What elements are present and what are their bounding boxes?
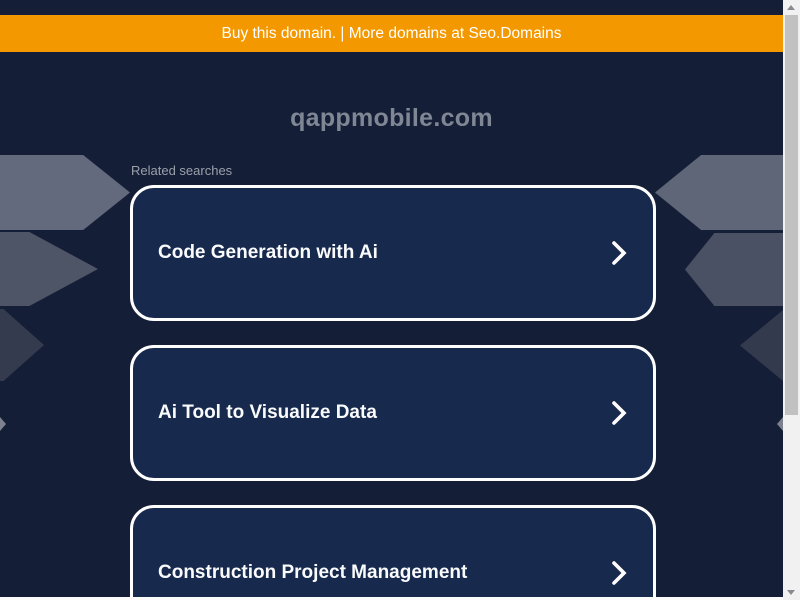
related-search-card[interactable] [130,185,656,321]
decor-arrow-left-4 [0,417,6,431]
related-searches-label: Related searches [131,163,233,178]
related-search-label: Ai Tool to Visualize Data [158,402,377,423]
decor-arrow-left-3 [0,309,44,381]
decor-arrow-left-2 [0,232,98,306]
scroll-down-arrow-icon [787,590,795,595]
scroll-down-button[interactable] [783,586,800,600]
buy-domain-banner [0,15,783,52]
page-title: qappmobile.com [290,104,493,132]
related-search-card[interactable] [130,505,656,600]
related-search-card[interactable] [130,345,656,481]
decor-arrow-right-2 [685,233,783,306]
chevron-right-icon [611,560,627,586]
decor-arrow-left-1 [0,155,130,230]
related-searches-section [130,163,656,600]
scroll-up-arrow-icon [787,5,795,10]
decor-arrow-right-3 [740,310,783,381]
chevron-right-icon [611,240,627,266]
buy-domain-link[interactable]: Buy this domain. | More domains at Seo.Domains [221,24,562,42]
chevron-right-icon [611,400,627,426]
scroll-up-button[interactable] [783,0,800,14]
decor-arrow-right-1 [655,155,783,230]
related-search-label: Code Generation with Ai [158,242,378,263]
related-search-label: Construction Project Management [158,562,468,583]
scrollbar-thumb[interactable] [785,15,798,415]
vertical-scrollbar[interactable] [783,0,800,600]
